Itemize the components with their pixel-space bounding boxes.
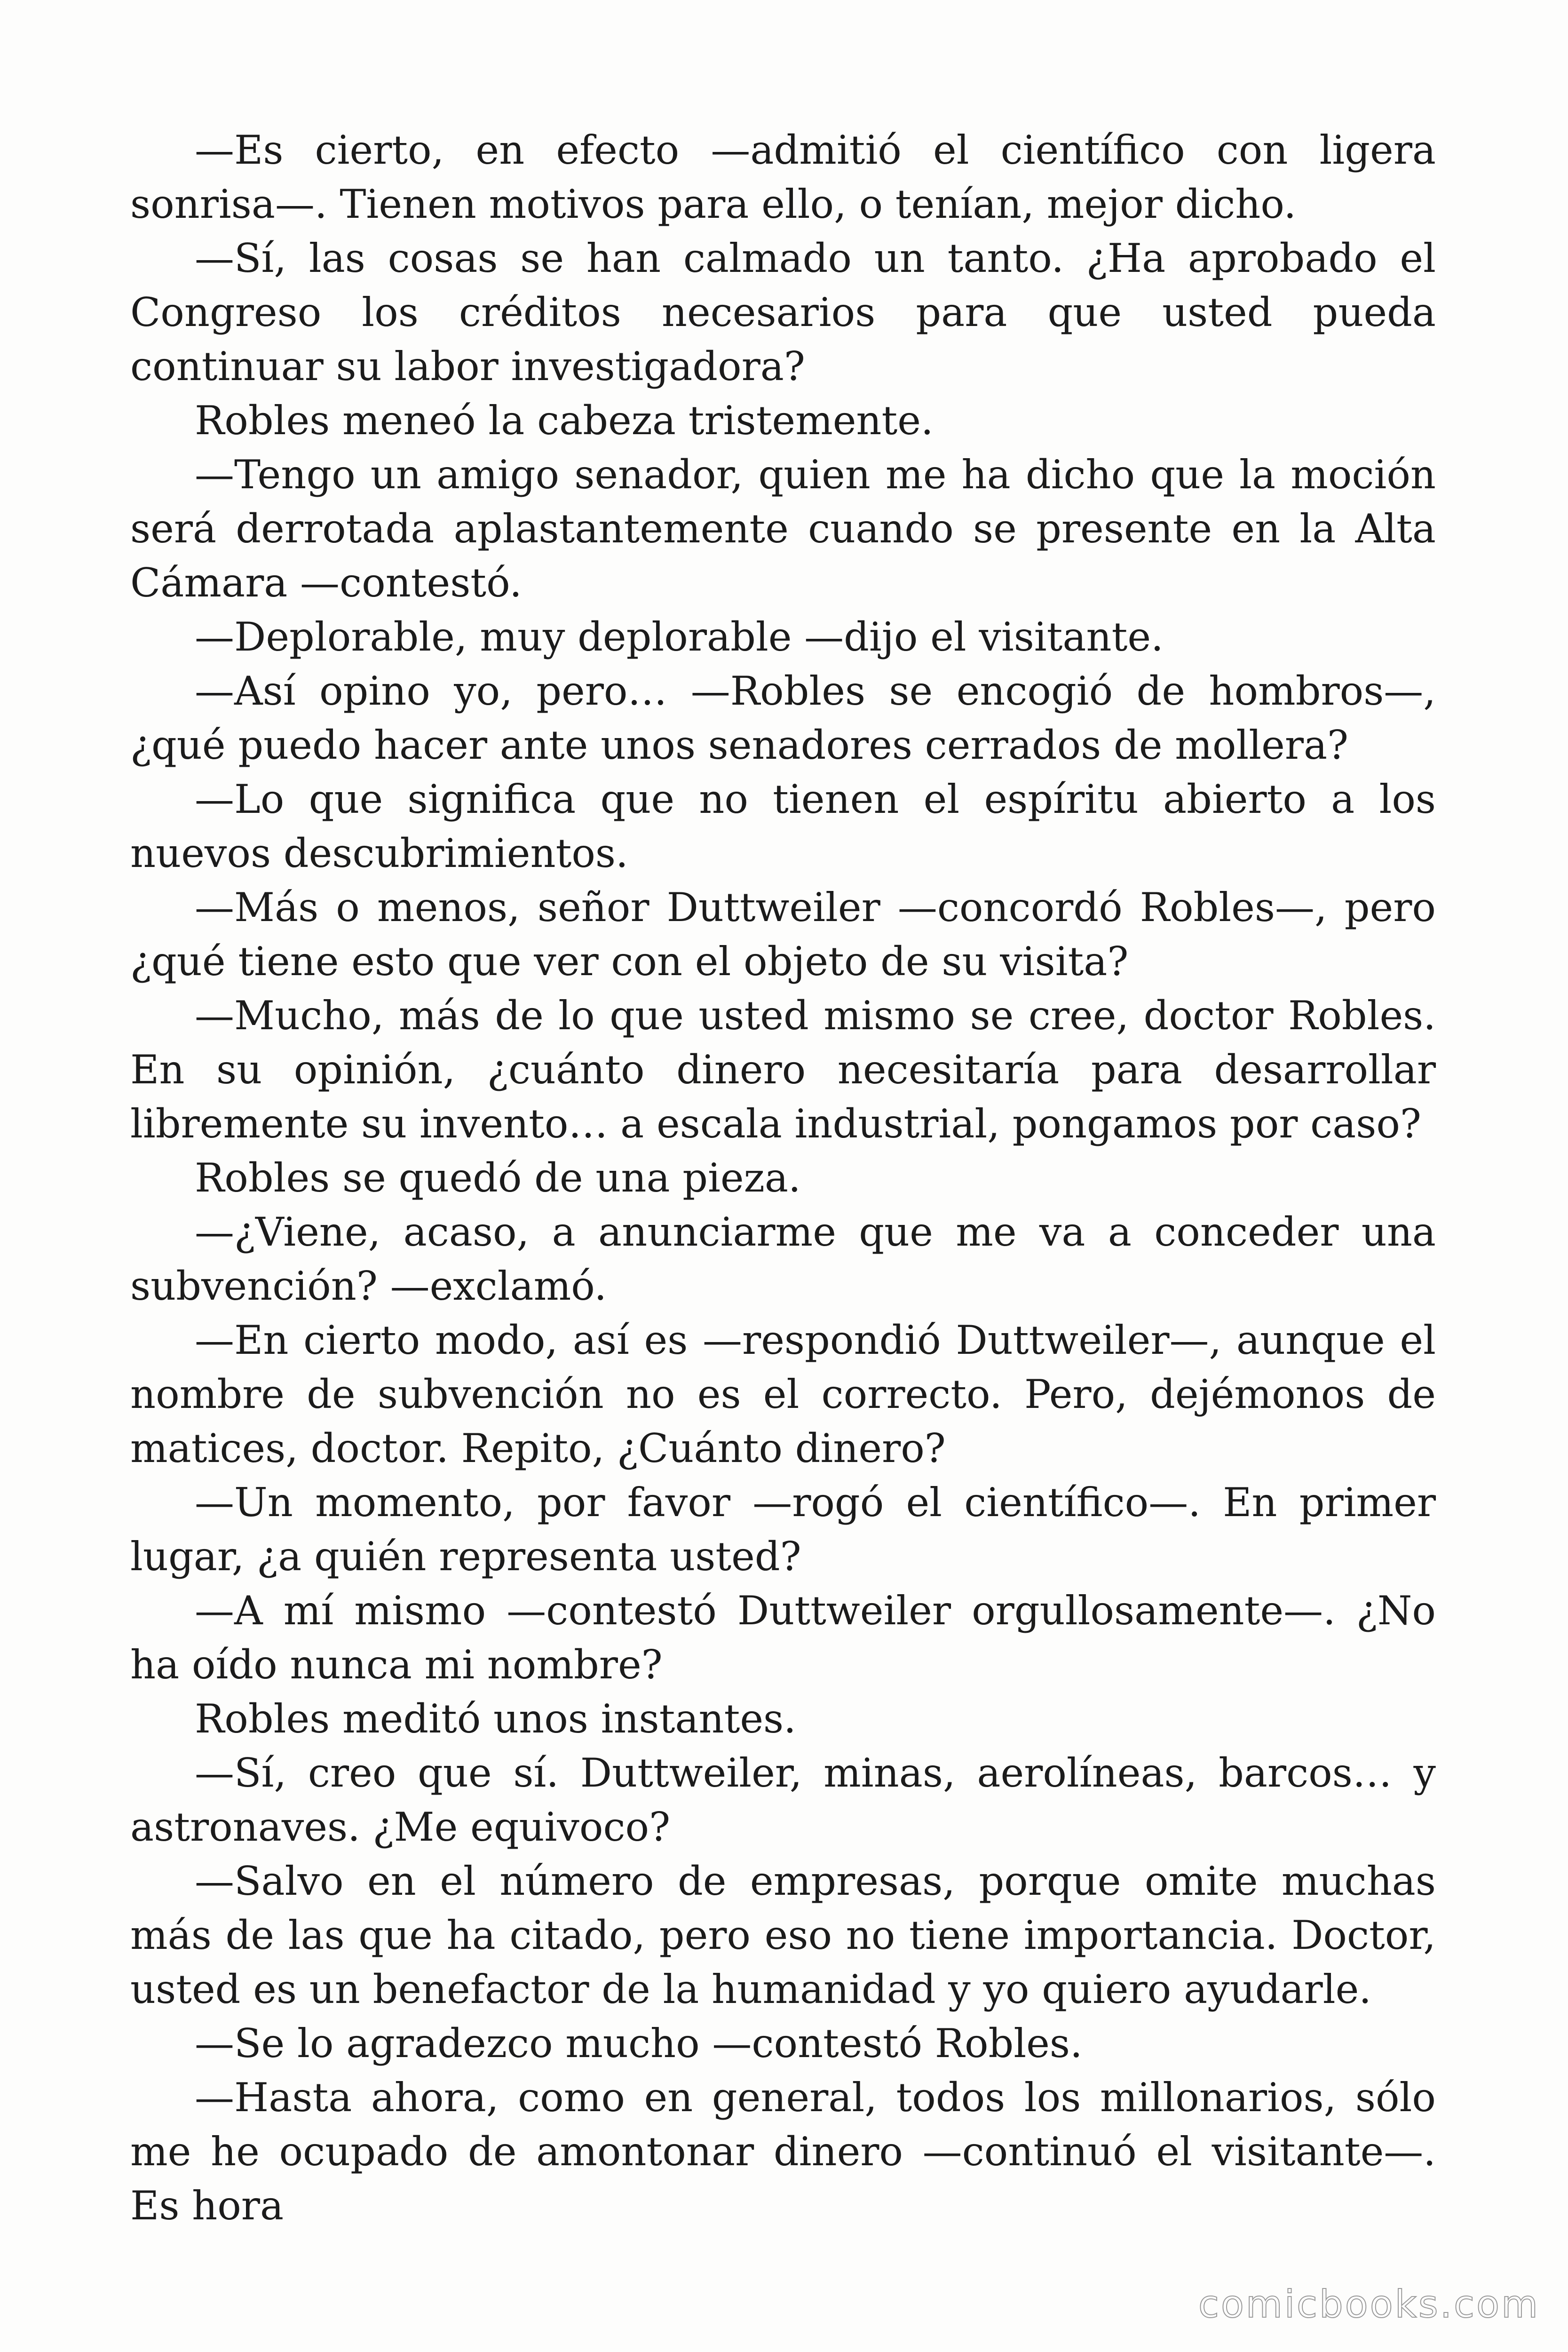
watermark: comicbooks.com	[1198, 2282, 1540, 2326]
paragraph: —Lo que significa que no tienen el espíritu abierto a los nuevos descubrimientos.	[130, 776, 1436, 876]
paragraph: —Salvo en el número de empresas, porque omite muchas más de las que ha citado, pero eso no tiene importancia. Doctor, usted es un benefactor de la humanidad y yo quiero ayudarle.	[130, 1858, 1436, 2012]
body-text	[130, 123, 1436, 2233]
paragraph: —Un momento, por favor —rogó el científico—. En primer lugar, ¿a quién representa usted?	[130, 1479, 1436, 1580]
paragraph: —Sí, creo que sí. Duttweiler, minas, aerolíneas, barcos… y astronaves. ¿Me equivoco?	[130, 1750, 1436, 1850]
paragraph: Robles se quedó de una pieza.	[195, 1155, 801, 1201]
paragraph: Robles meditó unos instantes.	[195, 1696, 796, 1742]
paragraph: —Tengo un amigo senador, quien me ha dicho que la moción será derrotada aplastantemente cuando se presente en la Alta Cámara —contestó.	[130, 452, 1436, 606]
paragraph: —Es cierto, en efecto —admitió el científico con ligera sonrisa—. Tienen motivos para ello, o tenían, mejor dicho.	[130, 127, 1436, 227]
paragraph: —Sí, las cosas se han calmado un tanto. ¿Ha aprobado el Congreso los créditos necesarios para que usted pueda continuar su labor investigadora?	[130, 235, 1436, 389]
paragraph: —¿Viene, acaso, a anunciarme que me va a conceder una subvención? —exclamó.	[130, 1209, 1436, 1309]
paragraph: —Se lo agradezco mucho —contestó Robles.	[195, 2020, 1083, 2066]
paragraph: Robles meneó la cabeza tristemente.	[195, 397, 934, 444]
paragraph: —Mucho, más de lo que usted mismo se cree, doctor Robles. En su opinión, ¿cuánto dinero necesitaría para desarrollar libremente su invento… a escala industrial, pongamos por caso?	[130, 993, 1436, 1147]
paragraph: —Hasta ahora, como en general, todos los millonarios, sólo me he ocupado de amontonar dinero —continuó el visitante—. Es hora	[130, 2074, 1436, 2229]
paragraph: —Deplorable, muy deplorable —dijo el visitante.	[195, 614, 1164, 660]
paragraph: —Más o menos, señor Duttweiler —concordó Robles—, pero ¿qué tiene esto que ver con el objeto de su visita?	[130, 884, 1436, 985]
paragraph: —Así opino yo, pero… —Robles se encogió de hombros—, ¿qué puedo hacer ante unos senadores cerrados de mollera?	[130, 668, 1436, 768]
paragraph: —En cierto modo, así es —respondió Duttweiler—, aunque el nombre de subvención no es el correcto. Pero, dejémonos de matices, doctor. Repito, ¿Cuánto dinero?	[130, 1317, 1436, 1471]
paragraph: —A mí mismo —contestó Duttweiler orgullosamente—. ¿No ha oído nunca mi nombre?	[130, 1588, 1436, 1688]
